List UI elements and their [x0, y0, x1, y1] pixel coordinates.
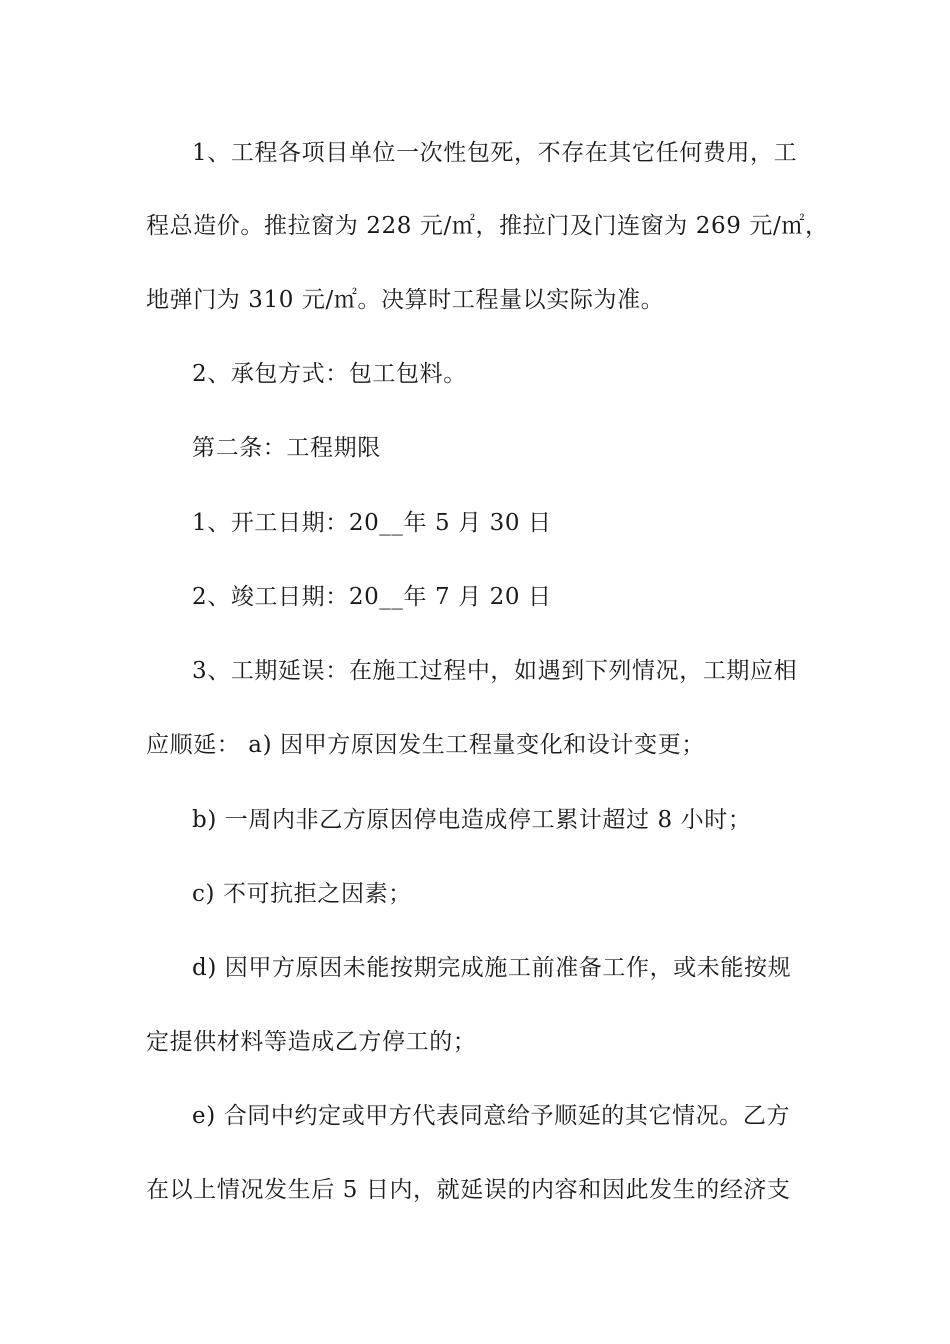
text-line: 2、竣工日期：20__年 7 月 20 日	[192, 584, 552, 610]
text-line: d) 因甲方原因未能按期完成施工前准备工作，或未能按规	[192, 955, 792, 981]
section-heading: 第二条：工程期限	[192, 435, 381, 461]
text-line: c) 不可抗拒之因素；	[192, 881, 412, 907]
text-line: 1、开工日期：20__年 5 月 30 日	[192, 510, 552, 536]
text-line: b) 一周内非乙方原因停电造成停工累计超过 8 小时；	[192, 807, 752, 833]
text-line: 程总造价。推拉窗为 228 元/㎡，推拉门及门连窗为 269 元/㎡，	[146, 213, 829, 239]
text-line: 2、承包方式：包工包料。	[192, 361, 467, 387]
text-line: e) 合同中约定或甲方代表同意给予顺延的其它情况。乙方	[192, 1103, 791, 1129]
text-line: 应顺延： a) 因甲方原因发生工程量变化和设计变更；	[146, 732, 705, 758]
text-line: 3、工期延误：在施工过程中，如遇到下列情况，工期应相	[192, 658, 798, 684]
text-line: 地弹门为 310 元/㎡。决算时工程量以实际为准。	[146, 287, 665, 313]
text-line: 在以上情况发生后 5 日内，就延误的内容和因此发生的经济支	[146, 1177, 791, 1203]
text-line: 定提供材料等造成乙方停工的；	[146, 1029, 477, 1055]
text-line: 1、工程各项目单位一次性包死，不存在其它任何费用，工	[192, 140, 798, 166]
